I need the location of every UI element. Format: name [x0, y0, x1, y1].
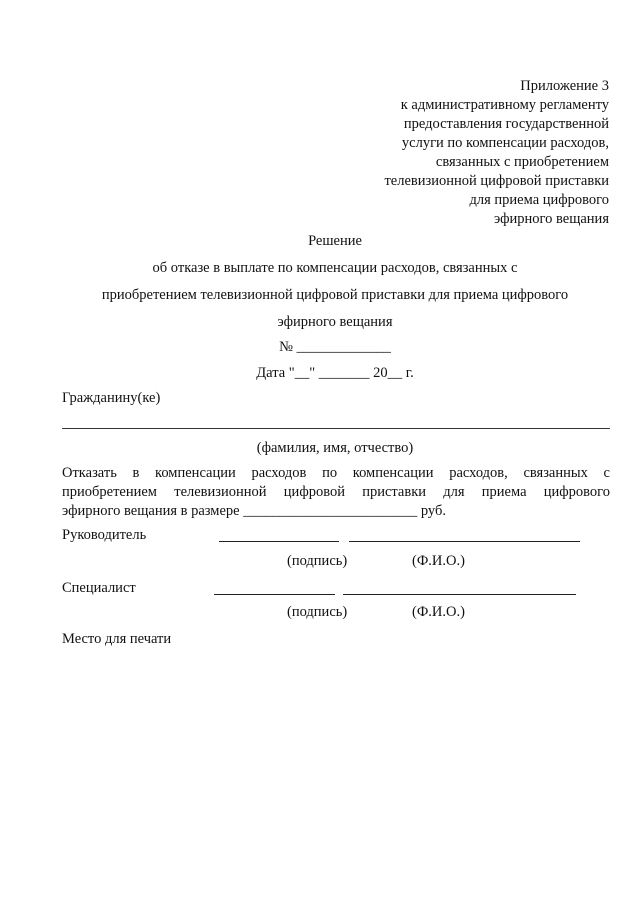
decision-subtitle-line: эфирного вещания	[277, 314, 393, 330]
head-sign-caption: (подпись)	[287, 553, 348, 569]
appendix-line: эфирного вещания	[493, 211, 609, 227]
paragraph-line: приобретением телевизионной цифровой приставки для приема цифрового	[62, 484, 610, 500]
appendix-line: к административному регламенту	[400, 97, 609, 113]
head-signature-line	[219, 541, 339, 542]
decision-subtitle-line: приобретением телевизионной цифровой приставки для приема цифрового	[101, 287, 569, 303]
specialist-signature-line	[214, 594, 335, 595]
citizen-caption: (фамилия, имя, отчество)	[256, 440, 414, 456]
stamp-place-label: Место для печати	[62, 631, 172, 647]
head-label: Руководитель	[62, 527, 147, 543]
appendix-line: связанных с приобретением	[435, 154, 609, 170]
appendix-header	[384, 77, 609, 229]
refusal-paragraph	[62, 464, 610, 521]
decision-subtitle-line: об отказе в выплате по компенсации расходов, связанных с	[152, 260, 518, 276]
paragraph-line: Отказать в компенсации расходов по компенсации расходов, связанных с	[62, 465, 610, 481]
head-name-caption: (Ф.И.О.)	[412, 553, 465, 569]
appendix-line: телевизионной цифровой приставки	[384, 173, 609, 189]
decision-date: Дата "__" _______ 20__ г.	[256, 365, 414, 381]
paragraph-line: эфирного вещания в размере ________________________ руб.	[62, 503, 446, 519]
specialist-name-line	[343, 594, 576, 595]
specialist-label: Специалист	[62, 580, 136, 596]
specialist-name-caption: (Ф.И.О.)	[412, 604, 465, 620]
appendix-line: для приема цифрового	[469, 192, 609, 208]
appendix-line: услуги по компенсации расходов,	[401, 135, 609, 151]
decision-number: № _____________	[279, 339, 391, 355]
citizen-name-line	[62, 428, 610, 429]
decision-title: Решение	[308, 233, 362, 249]
appendix-line: предоставления государственной	[403, 116, 609, 132]
head-name-line	[349, 541, 580, 542]
citizen-label: Гражданину(ке)	[62, 390, 161, 406]
specialist-sign-caption: (подпись)	[287, 604, 348, 620]
appendix-line: Приложение 3	[520, 78, 609, 94]
